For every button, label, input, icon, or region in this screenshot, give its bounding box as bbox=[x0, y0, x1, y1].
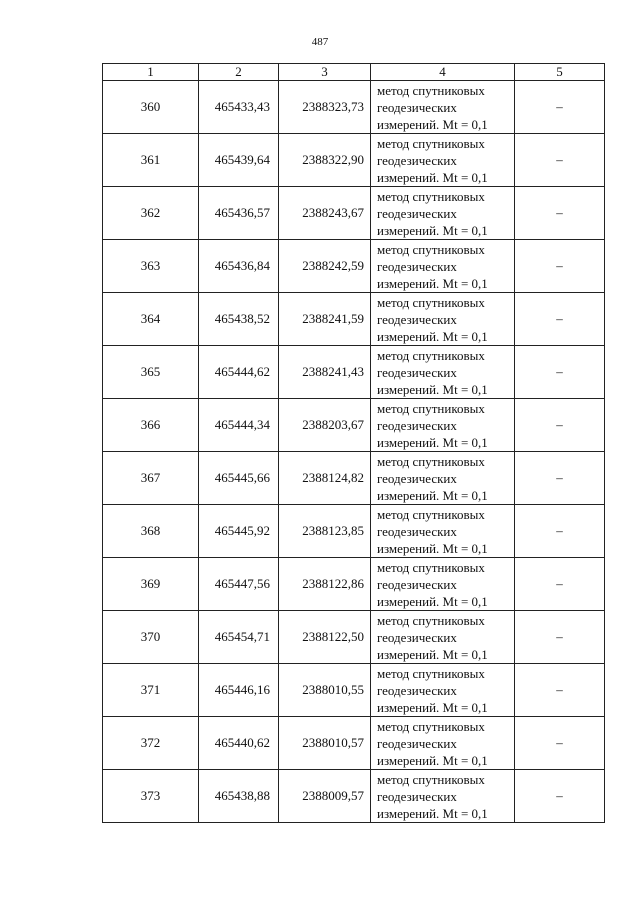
header-cell-3: 3 bbox=[279, 64, 371, 81]
method-line: метод спутниковых bbox=[377, 347, 485, 363]
method-line: геодезических bbox=[377, 364, 457, 380]
method-line: метод спутниковых bbox=[377, 294, 485, 310]
method-line: измерений. Mt = 0,1 bbox=[377, 381, 488, 397]
method-line: геодезических bbox=[377, 682, 457, 698]
point-number-cell: 363 bbox=[103, 240, 199, 293]
x-coordinate-cell: 465447,56 bbox=[199, 558, 279, 611]
x-coordinate-cell: 465433,43 bbox=[199, 81, 279, 134]
method-line: измерений. Mt = 0,1 bbox=[377, 699, 488, 715]
y-coordinate-cell: 2388322,90 bbox=[279, 134, 371, 187]
method-cell bbox=[371, 293, 515, 346]
point-number-cell: 368 bbox=[103, 505, 199, 558]
y-coordinate-cell: 2388124,82 bbox=[279, 452, 371, 505]
method-line: метод спутниковых bbox=[377, 718, 485, 734]
y-coordinate-cell: 2388010,55 bbox=[279, 664, 371, 717]
x-coordinate-cell: 465438,88 bbox=[199, 770, 279, 823]
table-row bbox=[103, 134, 605, 187]
method-line: геодезических bbox=[377, 523, 457, 539]
note-cell: – bbox=[515, 187, 605, 240]
method-line: измерений. Mt = 0,1 bbox=[377, 275, 488, 291]
point-number-cell: 367 bbox=[103, 452, 199, 505]
method-cell bbox=[371, 770, 515, 823]
method-line: метод спутниковых bbox=[377, 665, 485, 681]
table-row bbox=[103, 611, 605, 664]
method-line: геодезических bbox=[377, 629, 457, 645]
method-line: геодезических bbox=[377, 99, 457, 115]
y-coordinate-cell: 2388242,59 bbox=[279, 240, 371, 293]
header-cell-2: 2 bbox=[199, 64, 279, 81]
method-line: метод спутниковых bbox=[377, 135, 485, 151]
method-line: геодезических bbox=[377, 576, 457, 592]
method-cell bbox=[371, 187, 515, 240]
header-cell-4: 4 bbox=[371, 64, 515, 81]
note-cell: – bbox=[515, 81, 605, 134]
table-row bbox=[103, 81, 605, 134]
y-coordinate-cell: 2388009,57 bbox=[279, 770, 371, 823]
method-line: метод спутниковых bbox=[377, 400, 485, 416]
method-cell bbox=[371, 81, 515, 134]
note-cell: – bbox=[515, 293, 605, 346]
method-line: геодезических bbox=[377, 152, 457, 168]
table-row bbox=[103, 346, 605, 399]
note-cell: – bbox=[515, 611, 605, 664]
page-number: 487 bbox=[311, 36, 329, 48]
table-row bbox=[103, 770, 605, 823]
point-number-cell: 364 bbox=[103, 293, 199, 346]
point-number-cell: 362 bbox=[103, 187, 199, 240]
coordinates-table bbox=[102, 63, 605, 823]
point-number-cell: 369 bbox=[103, 558, 199, 611]
method-line: геодезических bbox=[377, 735, 457, 751]
point-number-cell: 371 bbox=[103, 664, 199, 717]
table-row bbox=[103, 240, 605, 293]
method-cell bbox=[371, 717, 515, 770]
x-coordinate-cell: 465454,71 bbox=[199, 611, 279, 664]
method-cell bbox=[371, 452, 515, 505]
x-coordinate-cell: 465445,92 bbox=[199, 505, 279, 558]
x-coordinate-cell: 465439,64 bbox=[199, 134, 279, 187]
method-line: измерений. Mt = 0,1 bbox=[377, 328, 488, 344]
point-number-cell: 360 bbox=[103, 81, 199, 134]
header-cell-1: 1 bbox=[103, 64, 199, 81]
note-cell: – bbox=[515, 240, 605, 293]
method-line: метод спутниковых bbox=[377, 559, 485, 575]
note-cell: – bbox=[515, 505, 605, 558]
method-line: геодезических bbox=[377, 311, 457, 327]
header-row bbox=[103, 64, 605, 81]
method-line: метод спутниковых bbox=[377, 241, 485, 257]
table-header bbox=[103, 64, 605, 81]
method-line: измерений. Mt = 0,1 bbox=[377, 116, 488, 132]
y-coordinate-cell: 2388323,73 bbox=[279, 81, 371, 134]
method-line: измерений. Mt = 0,1 bbox=[377, 434, 488, 450]
method-line: измерений. Mt = 0,1 bbox=[377, 646, 488, 662]
point-number-cell: 372 bbox=[103, 717, 199, 770]
method-cell bbox=[371, 399, 515, 452]
table-row bbox=[103, 293, 605, 346]
table-body bbox=[103, 81, 605, 823]
method-line: метод спутниковых bbox=[377, 453, 485, 469]
method-line: измерений. Mt = 0,1 bbox=[377, 169, 488, 185]
table-row bbox=[103, 187, 605, 240]
y-coordinate-cell: 2388203,67 bbox=[279, 399, 371, 452]
method-cell bbox=[371, 134, 515, 187]
method-line: метод спутниковых bbox=[377, 612, 485, 628]
note-cell: – bbox=[515, 717, 605, 770]
y-coordinate-cell: 2388123,85 bbox=[279, 505, 371, 558]
method-line: измерений. Mt = 0,1 bbox=[377, 487, 488, 503]
method-cell bbox=[371, 505, 515, 558]
method-cell bbox=[371, 558, 515, 611]
note-cell: – bbox=[515, 664, 605, 717]
method-line: метод спутниковых bbox=[377, 506, 485, 522]
method-line: измерений. Mt = 0,1 bbox=[377, 593, 488, 609]
note-cell: – bbox=[515, 770, 605, 823]
x-coordinate-cell: 465444,62 bbox=[199, 346, 279, 399]
method-line: геодезических bbox=[377, 417, 457, 433]
note-cell: – bbox=[515, 346, 605, 399]
y-coordinate-cell: 2388243,67 bbox=[279, 187, 371, 240]
method-cell bbox=[371, 346, 515, 399]
note-cell: – bbox=[515, 452, 605, 505]
method-line: измерений. Mt = 0,1 bbox=[377, 540, 488, 556]
y-coordinate-cell: 2388241,59 bbox=[279, 293, 371, 346]
y-coordinate-cell: 2388122,86 bbox=[279, 558, 371, 611]
point-number-cell: 365 bbox=[103, 346, 199, 399]
x-coordinate-cell: 465446,16 bbox=[199, 664, 279, 717]
note-cell: – bbox=[515, 134, 605, 187]
method-line: метод спутниковых bbox=[377, 188, 485, 204]
x-coordinate-cell: 465436,57 bbox=[199, 187, 279, 240]
method-cell bbox=[371, 664, 515, 717]
point-number-cell: 361 bbox=[103, 134, 199, 187]
x-coordinate-cell: 465440,62 bbox=[199, 717, 279, 770]
table-row bbox=[103, 717, 605, 770]
y-coordinate-cell: 2388241,43 bbox=[279, 346, 371, 399]
note-cell: – bbox=[515, 399, 605, 452]
x-coordinate-cell: 465444,34 bbox=[199, 399, 279, 452]
method-line: метод спутниковых bbox=[377, 771, 485, 787]
table-row bbox=[103, 399, 605, 452]
method-cell bbox=[371, 240, 515, 293]
method-line: геодезических bbox=[377, 788, 457, 804]
method-line: измерений. Mt = 0,1 bbox=[377, 805, 488, 821]
method-line: геодезических bbox=[377, 470, 457, 486]
method-line: геодезических bbox=[377, 205, 457, 221]
header-cell-5: 5 bbox=[515, 64, 605, 81]
point-number-cell: 373 bbox=[103, 770, 199, 823]
point-number-cell: 370 bbox=[103, 611, 199, 664]
method-line: метод спутниковых bbox=[377, 82, 485, 98]
table-row bbox=[103, 664, 605, 717]
x-coordinate-cell: 465445,66 bbox=[199, 452, 279, 505]
table-row bbox=[103, 558, 605, 611]
method-line: геодезических bbox=[377, 258, 457, 274]
table-row bbox=[103, 452, 605, 505]
method-line: измерений. Mt = 0,1 bbox=[377, 222, 488, 238]
x-coordinate-cell: 465438,52 bbox=[199, 293, 279, 346]
method-cell bbox=[371, 611, 515, 664]
y-coordinate-cell: 2388010,57 bbox=[279, 717, 371, 770]
x-coordinate-cell: 465436,84 bbox=[199, 240, 279, 293]
note-cell: – bbox=[515, 558, 605, 611]
point-number-cell: 366 bbox=[103, 399, 199, 452]
method-line: измерений. Mt = 0,1 bbox=[377, 752, 488, 768]
y-coordinate-cell: 2388122,50 bbox=[279, 611, 371, 664]
table-row bbox=[103, 505, 605, 558]
